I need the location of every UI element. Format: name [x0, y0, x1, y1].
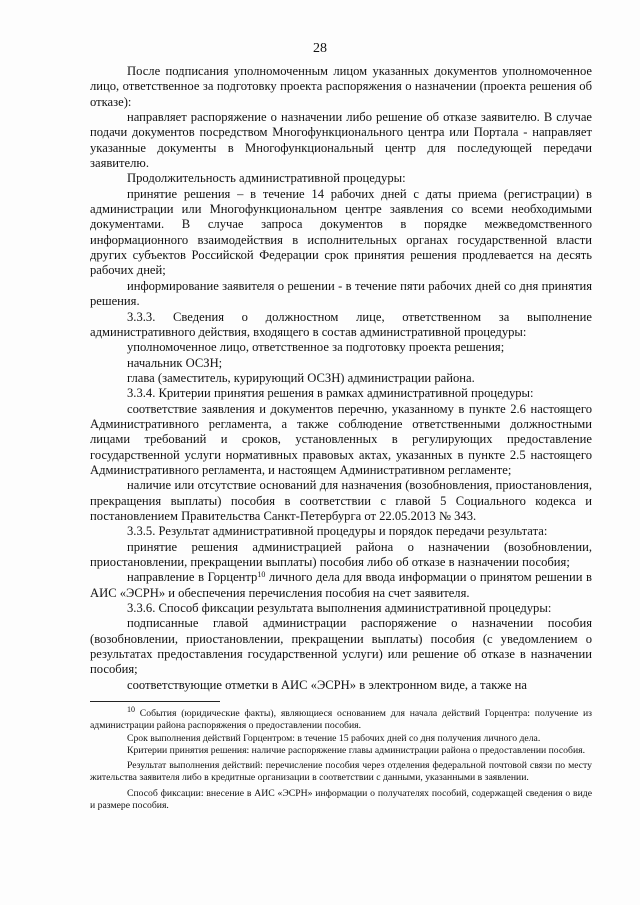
footnote-item: Критерии принятия решения: наличие распоряжение главы администрации района о предоставлении пособия.	[127, 744, 586, 756]
body-text	[90, 64, 592, 693]
footnote-divider	[90, 701, 220, 702]
paragraph: направляет распоряжение о назначении либо решение об отказе заявителю. В случае подачи документов посредством Многофункционального центра или Портала - направляет указанные документы в Многофункциональный центр для последующей передачи заявителю.	[90, 110, 592, 171]
paragraph-gorcentr	[90, 570, 592, 601]
footnote-text: События (юридические факты), являющиеся основанием для начала действий Горцентра: получение из администрации района распоряжения о предоставлении пособия.	[90, 708, 592, 732]
paragraph: уполномоченное лицо, ответственное за подготовку проекта решения;	[127, 340, 505, 355]
paragraph: принятие решения администрацией района о назначении (возобновлении, приостановлении, прекращении выплаты) пособия либо об отказе в назначении пособия;	[90, 539, 592, 569]
paragraph: глава (заместитель, курирующий ОСЗН) администрации района.	[127, 370, 475, 385]
paragraph: 3.3.6. Способ фиксации результата выполнения административной процедуры:	[127, 601, 552, 616]
footnote-item: Результат выполнения действий: перечисление пособия через отделения федеральной почтовой связи по месту жительства заявителя либо в кредитные организации в соответствии с данными, указанными в заявлении.	[90, 760, 592, 784]
paragraph: соответствие заявления и документов перечню, указанному в пункте 2.6 настоящего Административного регламента, а также соблюдение ответственными должностными лицами требований и сроков, установленных в регулирующих предоставление государственной услуги нормативных правовых актах, указанных в пункте 2.5 настоящего Административного регламента, и настоящем Административном регламенте;	[90, 401, 592, 477]
paragraph: начальник ОСЗН;	[127, 355, 223, 370]
footnote-reference: 10	[257, 570, 266, 580]
footnote-item: Срок выполнения действий Горцентром: в течение 15 рабочих дней со дня получения личного дела.	[127, 732, 541, 744]
footnote-item: Способ фиксации: внесение в АИС «ЭСРН» информации о получателях пособий, содержащей сведения о виде и размере пособия.	[90, 787, 592, 812]
paragraph: Продолжительность административной процедуры:	[127, 171, 406, 186]
paragraph: информирование заявителя о решении - в течение пяти рабочих дней со дня принятия решения.	[90, 278, 592, 309]
paragraph-text: направление в Горцентр	[127, 570, 258, 585]
footnotes	[90, 705, 592, 812]
paragraph: 3.3.4. Критерии принятия решения в рамках административной процедуры:	[127, 386, 534, 401]
paragraph: соответствующие отметки в АИС «ЭСРН» в электронном виде, а также на	[127, 677, 527, 692]
page-number: 28	[313, 41, 327, 56]
footnote-number: 10	[127, 705, 135, 714]
footnote-item	[90, 705, 592, 733]
paragraph: принятие решения – в течение 14 рабочих дней с даты приема (регистрации) в администрации или Многофункциональном центре заявления со всеми необходимыми документами. В случае запроса документов в порядке межведомственного информационного взаимодействия в исполнительных органах государственной власти других субъектов Российской Федерации срок принятия решения продлевается на десять рабочих дней;	[90, 186, 592, 278]
paragraph: После подписания уполномоченным лицом указанных документов уполномоченное лицо, ответственное за подготовку проекта распоряжения о назначении (проекта решения об отказе):	[90, 64, 592, 109]
paragraph: 3.3.3. Сведения о должностном лице, ответственном за выполнение административного действия, входящего в состав административной процедуры:	[90, 309, 592, 339]
paragraph: 3.3.5. Результат административной процедуры и порядок передачи результата:	[127, 524, 548, 539]
paragraph: подписанные главой администрации распоряжение о назначении пособия (возобновлении, приостановлении, прекращении выплаты) пособия (с уведомлением о результатах предоставления государственной услуги) или решение об отказе в назначении пособия;	[90, 616, 592, 677]
paragraph: наличие или отсутствие оснований для назначения (возобновления, приостановления, прекращения выплаты) пособия в соответствии с главой 5 Социального кодекса и постановлением Правительства Санкт-Петербурга от 22.05.2013 № 343.	[90, 478, 592, 523]
paragraph-text: личного дела для ввода информации о принятом решении в АИС «ЭСРН» и обеспечения перечисления пособия на счет заявителя.	[90, 570, 593, 600]
